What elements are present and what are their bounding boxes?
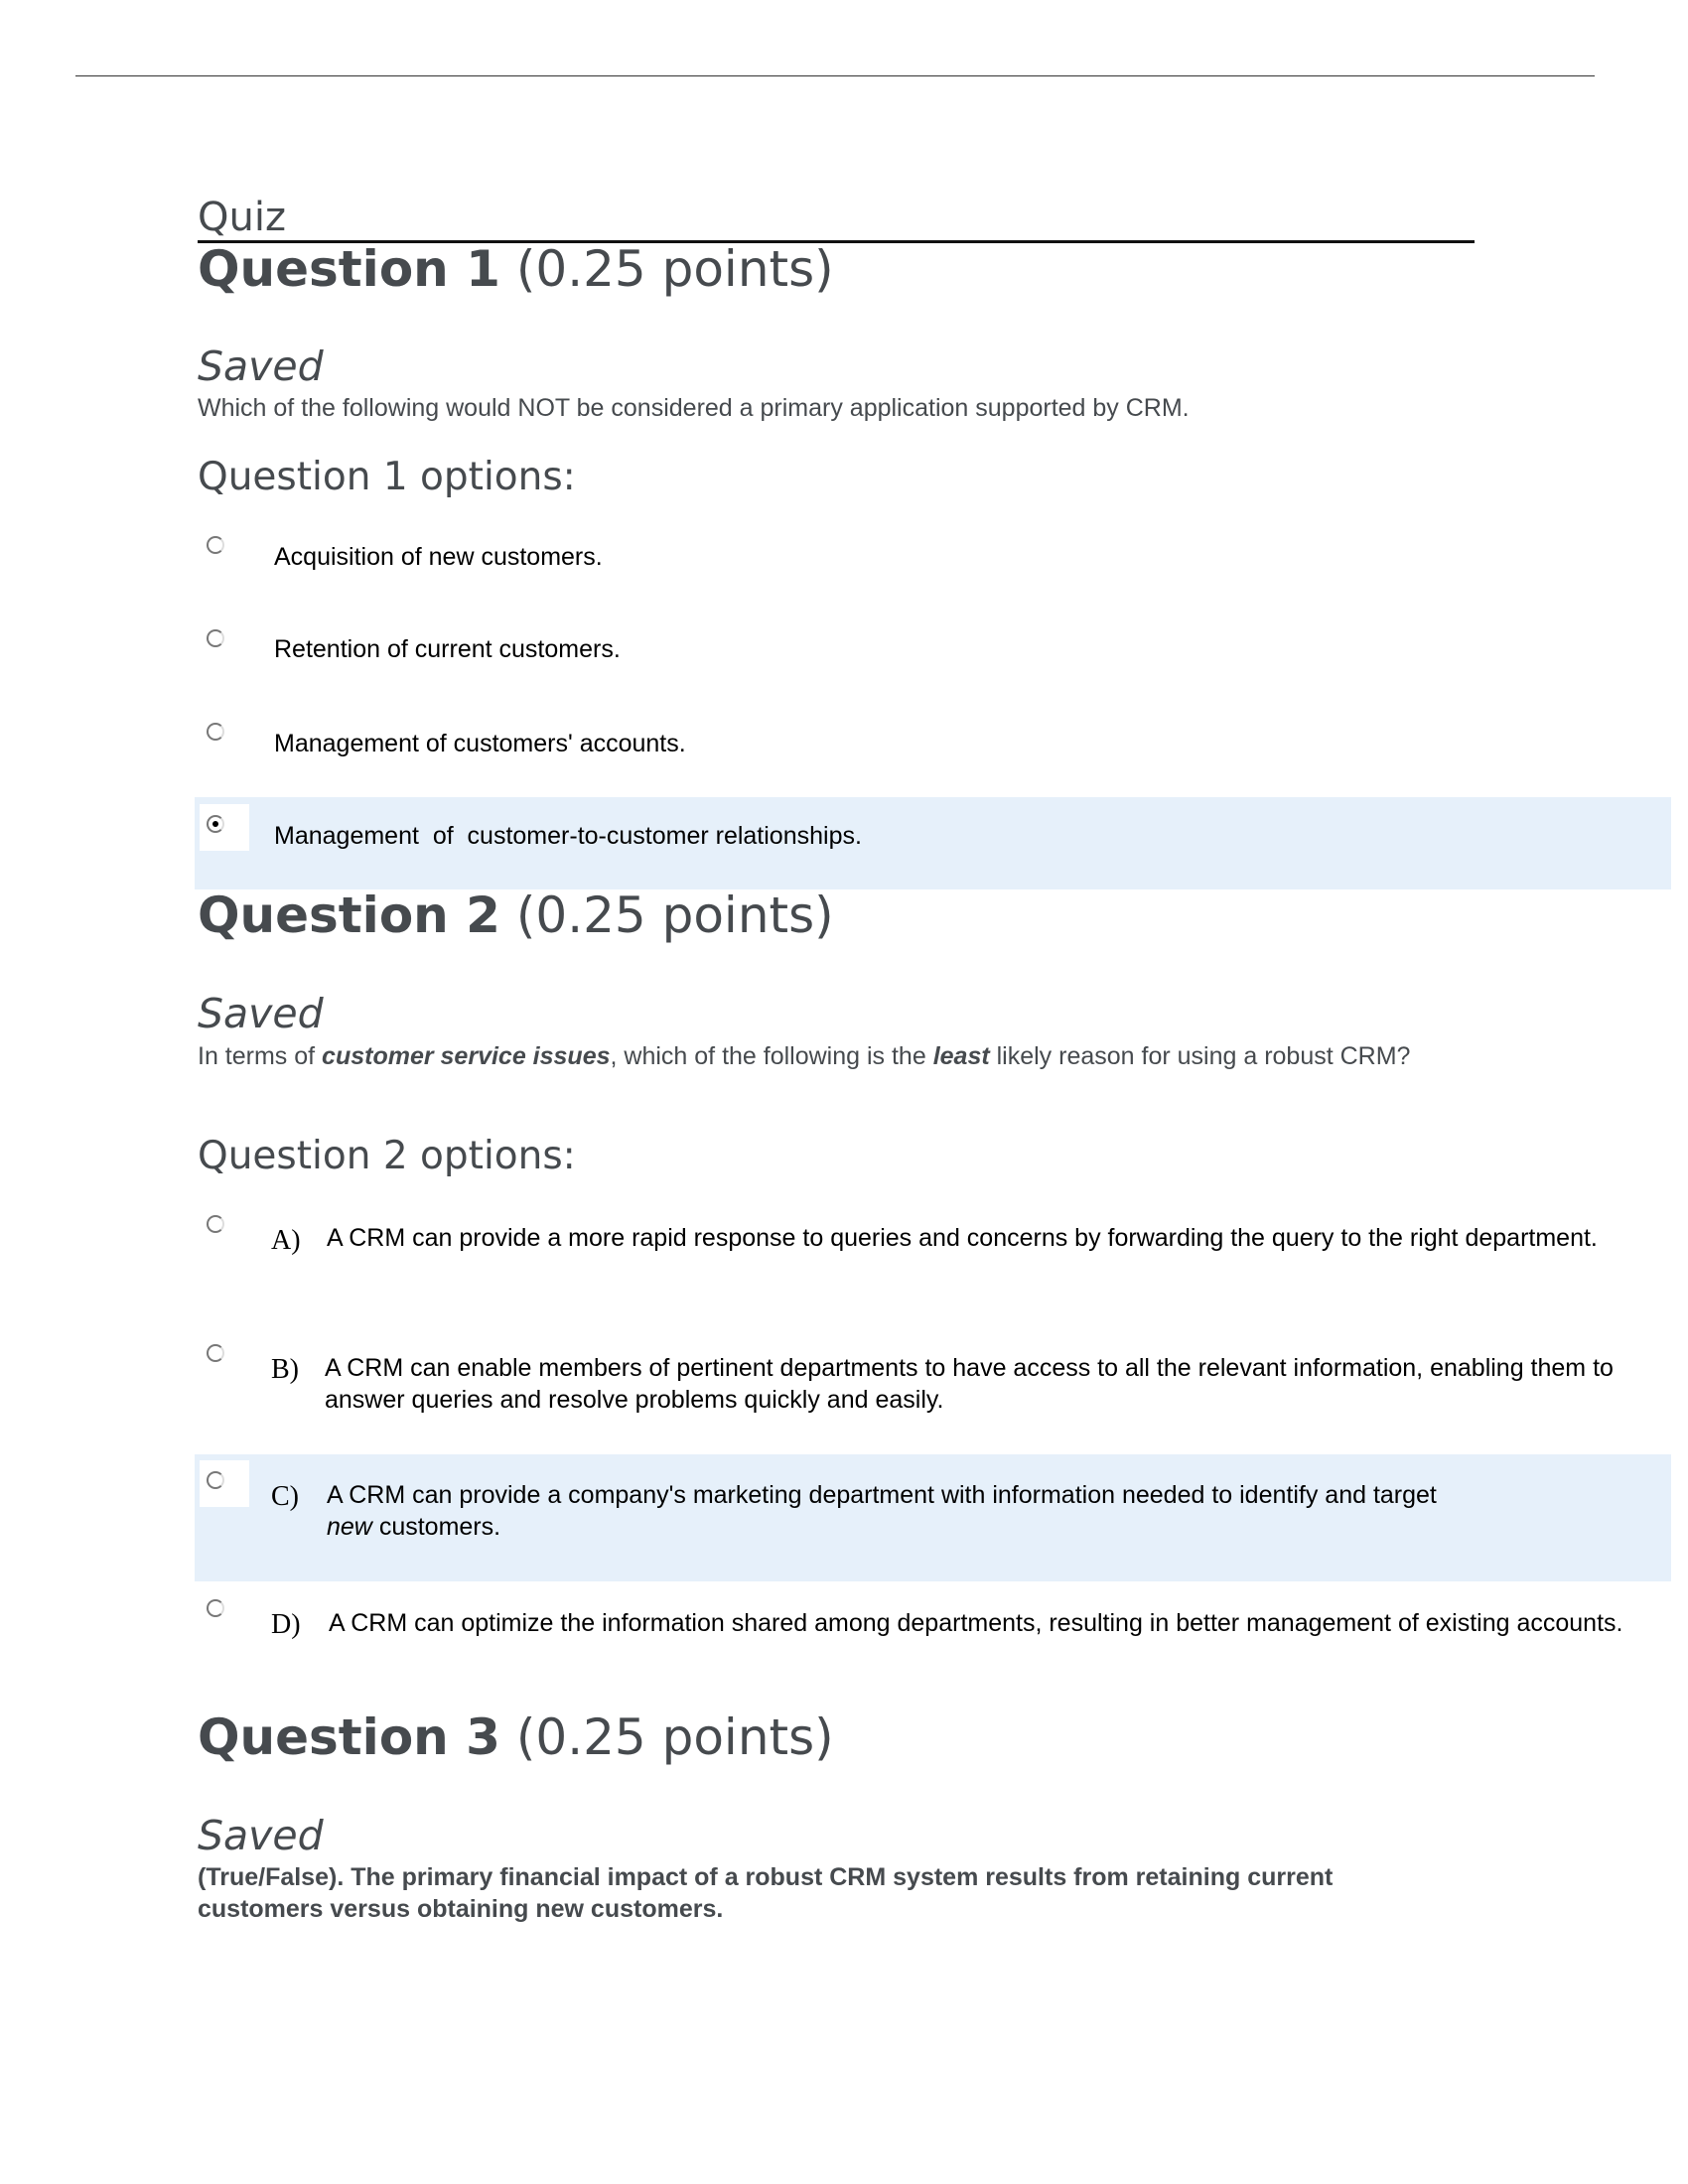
radio-option-4-selected[interactable] <box>207 815 224 833</box>
option-b-label[interactable]: A CRM can enable members of pertinent departments to have access to all the relevant information, enabling them to answer queries and resolve problems quickly and easily. <box>325 1354 1614 1414</box>
option-c-label[interactable] <box>327 1479 1478 1543</box>
text: A CRM can provide a company's marketing department with information needed to identify and target <box>327 1481 1437 1509</box>
option-1-label[interactable]: Acquisition of new customers. <box>274 543 603 571</box>
radio-option-d[interactable] <box>207 1599 224 1617</box>
saved-status: Saved <box>198 342 324 390</box>
quiz-title: Quiz <box>198 195 286 240</box>
option-a-label[interactable]: A CRM can provide a more rapid response to queries and concerns by forwarding the query to the right department. <box>327 1224 1598 1252</box>
question-text: (True/False). The primary financial impact of a robust CRM system results from retaining current customers versus obtaining new customers. <box>198 1863 1334 1923</box>
question-points: (0.25 points) <box>515 240 834 298</box>
question-label: Question 2 <box>198 887 500 944</box>
text: In terms of <box>198 1042 323 1070</box>
options-heading: Question 1 options: <box>198 455 576 499</box>
option-letter: B) <box>271 1354 299 1385</box>
question-points: (0.25 points) <box>515 1708 834 1766</box>
emphasis: new <box>327 1513 372 1541</box>
radio-option-1[interactable] <box>207 536 224 554</box>
emphasis: customer service issues <box>322 1042 611 1070</box>
option-letter: D) <box>271 1609 301 1640</box>
saved-status: Saved <box>198 990 324 1037</box>
emphasis: least <box>932 1042 990 1070</box>
radio-option-b[interactable] <box>207 1344 224 1362</box>
option-letter: C) <box>271 1481 299 1512</box>
text: customers. <box>371 1513 501 1541</box>
question-3-heading <box>198 1708 834 1766</box>
question-text <box>198 1040 1419 1072</box>
radio-option-c-selected[interactable] <box>207 1471 224 1489</box>
question-text: Which of the following would NOT be considered a primary application supported by CRM. <box>198 394 1190 422</box>
text: likely reason for using a robust CRM? <box>989 1042 1411 1070</box>
header-divider <box>75 75 1595 76</box>
text: , which of the following is the <box>610 1042 933 1070</box>
radio-option-2[interactable] <box>207 629 224 647</box>
question-points: (0.25 points) <box>515 887 834 944</box>
radio-option-a[interactable] <box>207 1215 224 1233</box>
options-heading: Question 2 options: <box>198 1134 576 1178</box>
question-label: Question 1 <box>198 240 500 298</box>
option-3-label[interactable]: Management of customers' accounts. <box>274 730 686 757</box>
option-d-label[interactable]: A CRM can optimize the information shared among departments, resulting in better management of existing accounts. <box>329 1609 1623 1637</box>
option-4-label[interactable]: Management of customer-to-customer relationships. <box>274 822 862 850</box>
question-2-heading <box>198 887 834 944</box>
option-2-label[interactable]: Retention of current customers. <box>274 635 621 663</box>
saved-status: Saved <box>198 1812 324 1859</box>
radio-option-3[interactable] <box>207 723 224 741</box>
question-label: Question 3 <box>198 1708 500 1766</box>
question-1-heading <box>198 240 834 298</box>
option-letter: A) <box>271 1225 301 1256</box>
